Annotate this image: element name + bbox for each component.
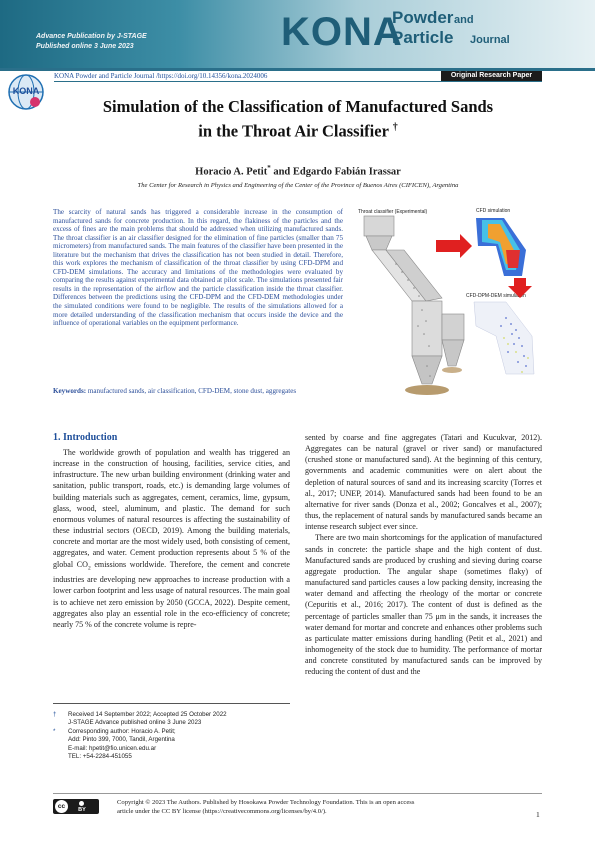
- keywords-label: Keywords:: [53, 387, 87, 395]
- received-dates: Received 14 September 2022; Accepted 25 October 2022: [68, 711, 227, 718]
- author-address: Add: Pinto 399, 7000, Tandil, Argentina: [68, 736, 175, 744]
- footer-rule: [53, 793, 542, 794]
- title-line-1: Simulation of the Classification of Manufactured Sands: [102, 97, 494, 116]
- intro-paragraph-1-continued: sented by coarse and fine aggregates (Tatari and Kucukvar, 2012). Aggregates can be natural (gravel or river sand) or manufactured (crushed stone or manufactured sand). At the beginning of this century, governments and academic communities were on alert about the depletion of natural sources of sand and its increasing scarcity (Torres et al., 2017; UNEP, 2014). Manufactured sands had been found to be an alternative for river sands (Donza et al., 2002; Goncalves et al., 2007); thus, the replacement of natural sands by manufactured sands became an intense research subject ever since.: [305, 433, 542, 532]
- author-email[interactable]: E-mail: hpetit@fio.unicen.edu.ar: [68, 744, 157, 752]
- co2-subscript: 2: [87, 565, 91, 572]
- author-petit: Horacio A. Petit: [195, 166, 268, 178]
- footnote-mark-dagger: †: [53, 711, 57, 718]
- cc-label: cc: [55, 800, 68, 813]
- copyright-notice: [117, 798, 497, 817]
- header-rule: [54, 81, 542, 82]
- figure-label-experimental: Throat classifier (Experimental): [358, 209, 428, 215]
- title-footnote-mark: †: [392, 122, 398, 133]
- footnote-corresponding: [53, 728, 293, 762]
- intro-paragraph-1: [53, 447, 290, 630]
- section-heading-introduction: 1. Introduction: [53, 432, 118, 443]
- author-affiliation: The Center for Research in Physics and Engineering of the Center of the Province of Buenos Aires (CIFICEN), Argentina: [137, 182, 459, 189]
- cfd-simulation-image: [476, 218, 526, 276]
- body-column-right: [305, 432, 542, 677]
- kona-logo-text: KONA: [12, 86, 40, 96]
- author-separator: and: [270, 166, 293, 178]
- figure-label-cfd-dpm-dem: CFD-DPM-DEM simulation: [466, 293, 526, 299]
- arrow-right-icon: [436, 234, 472, 258]
- article-type-badge: Original Research Paper: [441, 71, 542, 81]
- corresponding-author-mark: *: [267, 164, 271, 172]
- dpm-dem-simulation-image: [474, 302, 534, 374]
- by-label: BY: [78, 807, 86, 813]
- title-line-2: in the Throat Air Classifier: [198, 121, 389, 141]
- body-column-left: [53, 447, 290, 630]
- journal-title-powder: Powder: [392, 8, 454, 27]
- advance-published-date: J-STAGE Advance published online 3 June 2023: [68, 719, 202, 727]
- footnote-received: [53, 711, 293, 728]
- footnote-rule: [53, 703, 290, 704]
- journal-kona-wordmark: KONA: [281, 10, 403, 54]
- journal-title-particle: Particle: [392, 28, 454, 47]
- intro-paragraph-2: There are two main shortcomings for the application of manufactured sands in concrete: the particle shape and the high content of dust. Manufactured sands are produced by crushing and sieving during coarse aggregate production. The angular shape (sometimes flaky) of manufactured sand particles causes a low packing density, increasing the water demand and affecting the rheology of the mortar or concrete (Cepuritis et al., 2016; 2017). The content of dust is defined as the percentage of particles smaller than 75 μm in the sands, it increases the water demand for mortar and concrete and enhances other problems such as particulate matter emissions during handling (Petit et al., 2021) and inhomogeneity of the stock due to humidity. The performance of mortar and concrete constituted by manufactured sands can be improved by reducing the content of dust and the: [305, 533, 542, 677]
- intro-paragraph-1-part-b: emissions worldwide. Therefore, the cement and concrete industries are developing new approaches to increase production with a lower carbon footprint and less usage of natural resources. The main goal is to achieve net zero emission by 2050 (GCCA, 2022). Despite cement, aggregates also play an essential role in the eco-efficiency of concrete; nearly 75 % of the concrete volume is repre-: [53, 559, 290, 629]
- footnotes: [53, 711, 293, 761]
- abstract-text: The scarcity of natural sands has triggered a considerable increase in the consumption of manufactured sands for concrete production. In this regard, the flakiness of the particles and the excess of fines are the main problems that should be addressed when utilizing manufactured sands. The throat classifier is an air classifier designed for the elimination of fine particles (smaller than 75 micrometers) from manufactured sands. The main features of the classifier have been presented in the literature but the mechanism that drives the classification has not been studied in detail. Therefore, this work explores the mechanism of classification of the throat classifier by using CFD-DPM and CFD-DEM simulations. The accuracy and limitations of the methodologies were evaluated by comparing the results against experimental data obtained at pilot scale. The simulations presented fair results in the representation of the airflow and the particle classification inside the throat classifier. Differences between the predictions using the CFD-DPM and the CFD-DEM methodologies under the simulated conditions were found to be negligible. The results of the simulations allowed for a more detailed understanding of the classification mechanism that occurs inside the device and the influence of operational variables on the equipment performance.: [53, 208, 343, 328]
- journal-title-journal: Journal: [470, 34, 510, 46]
- page-number: 1: [536, 810, 540, 819]
- copyright-line-2: article under the CC BY license (https://creativecommons.org/licenses/by/4.0/).: [117, 808, 327, 816]
- copyright-line-1: Copyright © 2023 The Authors. Published by Hosokawa Powder Technology Foundation. This is an open access: [117, 799, 415, 806]
- author-irassar: Edgardo Fabián Irassar: [292, 166, 401, 178]
- attribution-person-icon: [79, 801, 84, 806]
- kona-logo-icon: [6, 70, 48, 116]
- advance-publication-line: Advance Publication by J-STAGE: [36, 33, 147, 40]
- keywords: [53, 387, 373, 395]
- author-list: [60, 164, 536, 178]
- cc-by-license-icon[interactable]: [53, 799, 99, 814]
- journal-title-and: and: [454, 14, 474, 26]
- intro-paragraph-1-part-a: The worldwide growth of population and wealth has triggered an increase in the construction of housing, facilities, service cities, and infrastructure. The new urban building environment (drinking water and sanitation, public transport, roads, etc.) is demanding large volumes of building materials such as aggregates, cement, ceramics, lime, gypsum, glass, wood, steel, aluminum, and plastic. The demand for such enormous volumes of natural resources is affecting the sustainability of these industrial sectors (OECD, 2019). Among the building materials, concrete and mortar are the most widely used, both consisting of cement, aggregates, and water. Cement production represents about 5 % of the global CO: [53, 448, 290, 569]
- article-title: [60, 96, 536, 142]
- figure-label-cfd: CFD simulation: [476, 208, 511, 214]
- doi-citation[interactable]: KONA Powder and Particle Journal /https://doi.org/10.14356/kona.2024006: [54, 72, 268, 80]
- published-online-line: Published online 3 June 2023: [36, 43, 134, 50]
- footnote-mark-asterisk: *: [53, 727, 56, 735]
- corresponding-author: Corresponding author: Horacio A. Petit;: [68, 727, 176, 735]
- author-telephone: TEL: +54-2284-451055: [68, 753, 132, 761]
- graphical-abstract-figure: [356, 206, 544, 396]
- keywords-list: manufactured sands, air classification, CFD-DEM, stone dust, aggregates: [86, 387, 297, 395]
